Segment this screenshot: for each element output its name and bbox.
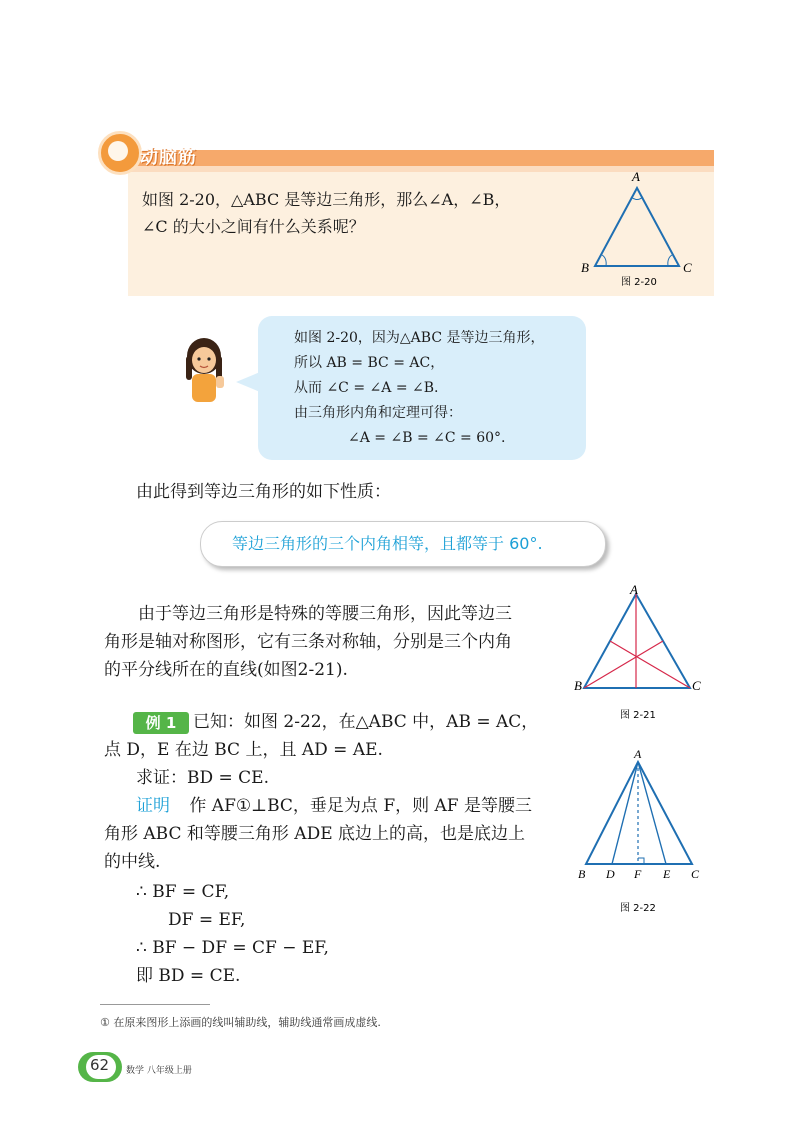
angle-b-arc xyxy=(602,255,606,266)
proof-step-1: ∴ BF = CF, xyxy=(136,882,230,902)
symmetry-line-1: 由于等边三角形是特殊的等腰三角形，因此等边三 xyxy=(138,604,512,624)
bubble-line-5: ∠A = ∠B = ∠C = 60°. xyxy=(348,430,506,446)
proof-step-4: 即 BD = CE. xyxy=(136,966,241,986)
brain-icon-center xyxy=(108,141,128,161)
bubble-line-2: 所以 AB = BC = AC， xyxy=(294,355,445,371)
figure-caption: 图 2-22 xyxy=(620,903,656,914)
angle-c-arc xyxy=(668,255,672,266)
figure-caption: 图 2-21 xyxy=(620,710,656,721)
label-b: B xyxy=(574,678,582,693)
proof-label: 证明 xyxy=(136,796,170,816)
property-text: 等边三角形的三个内角相等，且都等于 60°. xyxy=(232,534,543,553)
proof-line-2: 角形 ABC 和等腰三角形 ADE 底边上的高，也是底边上 xyxy=(104,824,526,844)
bubble-line-4: 由三角形内角和定理可得： xyxy=(294,405,462,421)
label-e: E xyxy=(663,867,671,881)
symmetry-line-2: 角形是轴对称图形，它有三条对称轴，分别是三个内角 xyxy=(104,632,512,652)
triangle-2-21 xyxy=(584,594,690,688)
label-a: A xyxy=(630,582,638,597)
label-f: F xyxy=(634,867,642,881)
label-d: D xyxy=(606,867,615,881)
speech-bubble-tail xyxy=(236,372,260,392)
label-a: A xyxy=(632,169,640,184)
intro-text: 由此得到等边三角形的如下性质： xyxy=(136,482,391,502)
bubble-line-3: 从而 ∠C = ∠A = ∠B. xyxy=(294,380,439,396)
label-b: B xyxy=(578,867,586,881)
think-question-line-1: 如图 2-20，△ABC 是等边三角形，那么∠A，∠B， xyxy=(142,190,511,209)
proof-line-3: 的中线. xyxy=(104,852,161,872)
speech-bubble-text xyxy=(294,326,574,454)
proof-line-1-text: 作 AF①⊥BC，垂足为点 F，则 AF 是等腰三 xyxy=(189,796,533,816)
proof-step-3: ∴ BF − DF = CF − EF, xyxy=(136,938,329,958)
proof-line-1 xyxy=(136,792,566,820)
think-section-title: 动脑筋 xyxy=(140,147,197,168)
think-question-line-2: ∠C 的大小之间有什么关系呢？ xyxy=(142,217,365,236)
think-question xyxy=(142,186,582,246)
label-c: C xyxy=(683,260,692,275)
example-badge: 例 1 xyxy=(133,712,189,734)
figure-2-21 xyxy=(572,582,712,722)
triangle-abc xyxy=(586,762,692,864)
segment-ae xyxy=(638,762,666,864)
example-line-2: 点 D，E 在边 BC 上，且 AD = AE. xyxy=(104,740,383,760)
example-prove: 求证：BD = CE. xyxy=(136,768,269,788)
figure-2-22 xyxy=(572,744,712,919)
label-a: A xyxy=(634,747,642,761)
bubble-line-1: 如图 2-20，因为△ABC 是等边三角形， xyxy=(294,330,545,346)
example-line-1: 已知：如图 2-22，在△ABC 中，AB = AC， xyxy=(193,712,539,732)
symmetry-line-3: 的平分线所在的直线(如图2-21). xyxy=(104,660,348,680)
proof-step-2: DF = EF, xyxy=(168,910,246,930)
label-c: C xyxy=(692,678,701,693)
footnote-rule xyxy=(100,1004,210,1005)
footnote: ① 在原来图形上添画的线叫辅助线，辅助线通常画成虚线. xyxy=(100,1016,381,1029)
symmetry-paragraph xyxy=(104,600,564,684)
segment-ad xyxy=(612,762,638,864)
student-girl-avatar xyxy=(178,334,230,406)
book-title: 数学 八年级上册 xyxy=(126,1066,192,1076)
page-number: 62 xyxy=(90,1056,110,1074)
label-c: C xyxy=(691,867,700,881)
figure-caption: 图 2-20 xyxy=(621,277,657,288)
figure-2-20 xyxy=(575,166,705,296)
label-b: B xyxy=(581,260,589,275)
